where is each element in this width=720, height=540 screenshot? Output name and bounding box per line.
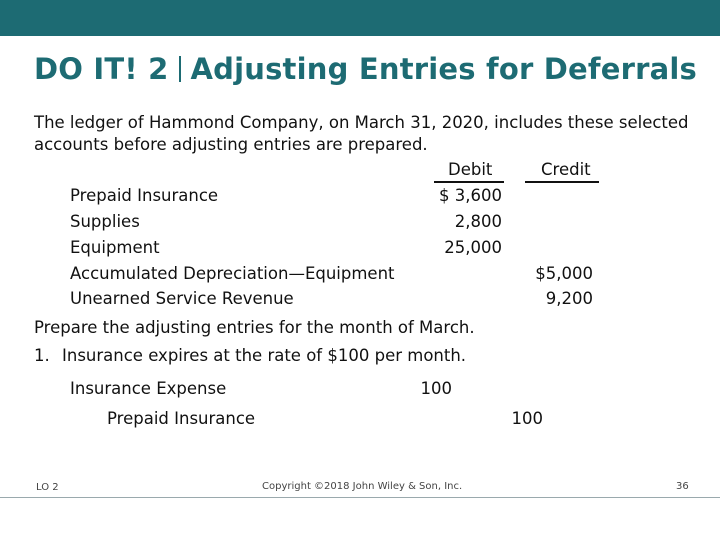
journal-debit-amount: 100	[420, 379, 452, 398]
journal-debit-account: Insurance Expense	[70, 379, 227, 398]
debit-header-underline	[434, 181, 504, 183]
ledger-account: Supplies	[70, 212, 140, 231]
instructions-prompt: Prepare the adjusting entries for the month of March.	[34, 318, 475, 337]
ledger-credit: 9,200	[545, 289, 593, 308]
debit-header: Debit	[448, 160, 493, 179]
top-banner	[0, 0, 720, 36]
credit-header: Credit	[541, 160, 591, 179]
title-topic: Adjusting Entries for Deferrals	[190, 52, 697, 86]
learning-objective: LO 2	[36, 482, 59, 493]
credit-header-underline	[525, 181, 599, 183]
item-1-number: 1.	[34, 346, 50, 365]
intro-line-2: accounts before adjusting entries are prepared.	[34, 135, 428, 154]
title-separator	[179, 56, 181, 82]
ledger-debit: 25,000	[444, 238, 502, 257]
footer-divider	[0, 497, 720, 498]
intro-line-1: The ledger of Hammond Company, on March 31, 2020, includes these selected	[34, 113, 689, 132]
slide-title	[34, 52, 697, 86]
page-number: 36	[676, 481, 689, 492]
copyright: Copyright ©2018 John Wiley & Son, Inc.	[262, 481, 463, 492]
ledger-debit: 2,800	[454, 212, 502, 231]
journal-credit-amount: 100	[511, 409, 543, 428]
ledger-account: Equipment	[70, 238, 160, 257]
ledger-account: Accumulated Depreciation—Equipment	[70, 264, 395, 283]
ledger-account: Prepaid Insurance	[70, 186, 219, 205]
journal-credit-account: Prepaid Insurance	[107, 409, 256, 428]
ledger-credit: $5,000	[535, 264, 593, 283]
ledger-account: Unearned Service Revenue	[70, 289, 294, 308]
item-1-text: Insurance expires at the rate of $100 per month.	[62, 346, 467, 365]
title-do-it: DO IT! 2	[34, 52, 169, 86]
ledger-debit: $ 3,600	[439, 186, 502, 205]
